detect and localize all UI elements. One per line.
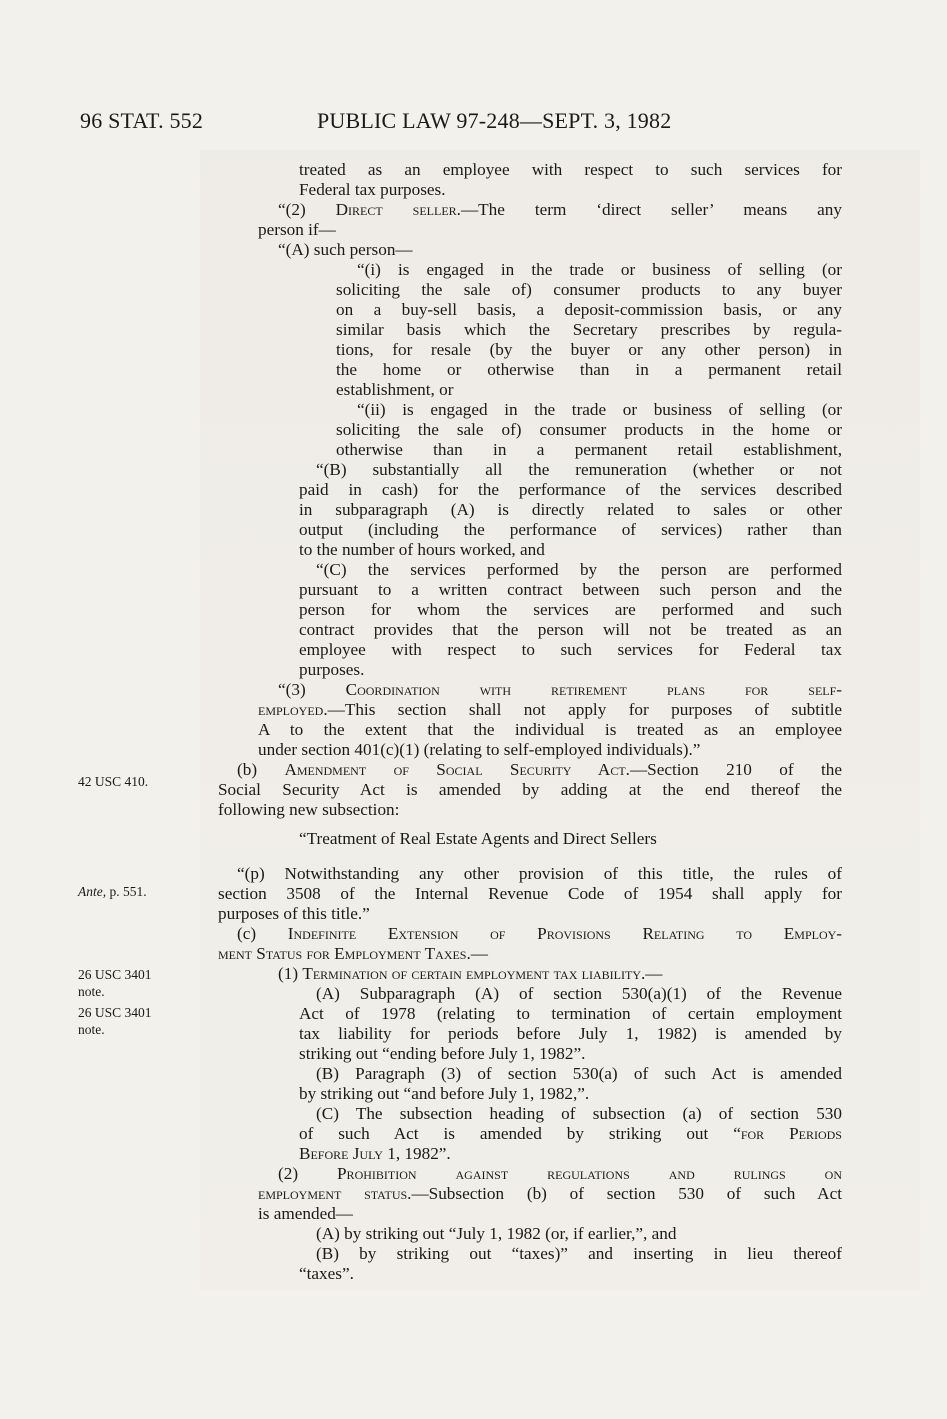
- text-line: paid in cash) for the performance of the services described: [299, 480, 842, 499]
- text-run: “(3): [278, 680, 346, 699]
- text-run: “(2): [278, 200, 336, 219]
- text-line: “(A) such person—: [278, 240, 413, 259]
- text-line: soliciting the sale of) consumer products to any buyer: [336, 280, 842, 299]
- text-line: to the number of hours worked, and: [299, 540, 545, 559]
- text-line: treated as an employee with respect to such services for: [299, 160, 842, 179]
- text-run: .—Section 210 of the: [625, 760, 842, 779]
- text-line: [237, 760, 842, 780]
- margin-note-26-usc-3401-b: 26 USC 3401: [78, 1005, 152, 1020]
- text-line: [299, 1144, 451, 1164]
- text-line: “(i) is engaged in the trade or business of selling (or: [357, 260, 842, 279]
- text-line: (B) Paragraph (3) of section 530(a) of such Act is amended: [316, 1064, 842, 1083]
- text-line: “taxes”.: [299, 1264, 354, 1283]
- text-line: similar basis which the Secretary prescribes by regula-: [336, 320, 842, 339]
- text-run-smallcaps: Termination of certain employment tax liability: [302, 964, 641, 983]
- text-line: the home or otherwise than in a permanent retail: [336, 360, 842, 379]
- text-line: [278, 680, 842, 700]
- text-run-smallcaps: for Periods: [740, 1124, 842, 1143]
- text-run: (c): [237, 924, 288, 943]
- text-line: A to the extent that the individual is treated as an employee: [258, 720, 842, 739]
- text-line: section 3508 of the Internal Revenue Code of 1954 shall apply for: [218, 884, 842, 903]
- text-line: “(B) substantially all the remuneration (whether or not: [316, 460, 842, 479]
- text-run-smallcaps: employed: [258, 700, 324, 719]
- text-run-smallcaps: Indefinite Extension of Provisions Relating to Employ-: [287, 924, 842, 943]
- text-run: .—Subsection (b) of section 530 of such Act: [407, 1184, 842, 1203]
- text-run-smallcaps: Before July: [299, 1144, 383, 1163]
- margin-note-26-usc-3401-a: 26 USC 3401: [78, 967, 152, 982]
- text-line: person for whom the services are performed and such: [299, 600, 842, 619]
- page-stat-number: 96 STAT. 552: [80, 108, 204, 133]
- text-run: (b): [237, 760, 285, 779]
- text-line: output (including the performance of services) rather than: [299, 520, 842, 539]
- text-line: (A) Subparagraph (A) of section 530(a)(1) of the Revenue: [316, 984, 842, 1003]
- text-line: is amended—: [258, 1204, 353, 1223]
- text-line: [278, 1164, 842, 1184]
- margin-note-note-b: note.: [78, 1022, 105, 1037]
- text-line: soliciting the sale of) consumer products in the home or: [336, 420, 842, 439]
- text-line: tions, for resale (by the buyer or any other person) in: [336, 340, 842, 359]
- text-line: employee with respect to such services for Federal tax: [299, 640, 842, 659]
- text-line: Social Security Act is amended by adding at the end thereof the: [218, 780, 842, 799]
- text-line: pursuant to a written contract between such person and the: [299, 580, 842, 599]
- text-run-smallcaps: Prohibition against regulations and rulings on: [337, 1164, 842, 1183]
- running-header: PUBLIC LAW 97-248—SEPT. 3, 1982: [317, 108, 672, 133]
- text-run: .—The term ‘direct seller’ means any: [456, 200, 842, 219]
- text-line: (A) by striking out “July 1, 1982 (or, if earlier,”, and: [316, 1224, 677, 1243]
- text-line: on a buy-sell basis, a deposit-commission basis, or any: [336, 300, 842, 319]
- text-line: [299, 1124, 842, 1144]
- margin-note-42-usc-410: 42 USC 410.: [78, 774, 149, 789]
- text-line: “(C) the services performed by the person are performed: [316, 560, 842, 579]
- text-line: contract provides that the person will not be treated as an: [299, 620, 842, 639]
- text-line: [258, 1184, 842, 1204]
- text-line: otherwise than in a permanent retail establishment,: [336, 440, 842, 459]
- text-line: purposes.: [299, 660, 365, 679]
- text-line: “(ii) is engaged in the trade or business of selling (or: [357, 400, 842, 419]
- text-line: under section 401(c)(1) (relating to self-employed individuals).”: [258, 740, 701, 759]
- margin-note-ante-italic: Ante,: [78, 884, 107, 899]
- margin-note-note-a: note.: [78, 984, 105, 999]
- text-run: .—: [641, 964, 663, 983]
- subsection-heading: “Treatment of Real Estate Agents and Direct Sellers: [299, 829, 657, 848]
- text-run-smallcaps: ment Status for Employment Taxes: [218, 944, 467, 963]
- text-line: establishment, or: [336, 380, 454, 399]
- text-run: (2): [278, 1164, 337, 1183]
- text-run: .—This section shall not apply for purposes of subtitle: [323, 700, 842, 719]
- text-line: in subparagraph (A) is directly related to sales or other: [299, 500, 842, 519]
- text-line: [278, 200, 842, 220]
- text-line: following new subsection:: [218, 800, 400, 819]
- text-run-smallcaps: Amendment of Social Security Act: [284, 760, 626, 779]
- text-run: of such Act is amended by striking out “: [299, 1124, 741, 1143]
- text-line: [237, 924, 842, 944]
- text-line: person if—: [258, 220, 336, 239]
- text-line: (B) by striking out “taxes)” and inserting in lieu thereof: [316, 1244, 842, 1263]
- margin-note-ante-page: p. 551.: [106, 884, 147, 899]
- text-run-smallcaps: employment status: [258, 1184, 408, 1203]
- text-run: 1, 1982”.: [382, 1144, 451, 1163]
- text-line: Act of 1978 (relating to termination of certain employment: [299, 1004, 842, 1023]
- text-run-smallcaps: Coordination with retirement plans for self-: [345, 680, 842, 699]
- text-run-smallcaps: Direct seller: [335, 200, 457, 219]
- text-line: “(p) Notwithstanding any other provision of this title, the rules of: [237, 864, 842, 883]
- text-line: [258, 700, 842, 720]
- text-line: striking out “ending before July 1, 1982”.: [299, 1044, 586, 1063]
- text-run: .—: [466, 944, 488, 963]
- margin-note-ante: [78, 883, 147, 900]
- text-line: purposes of this title.”: [218, 904, 370, 923]
- text-line: tax liability for periods before July 1, 1982) is amended by: [299, 1024, 842, 1043]
- text-line: by striking out “and before July 1, 1982,”.: [299, 1084, 590, 1103]
- text-line: [278, 964, 662, 984]
- text-run: (1): [278, 964, 303, 983]
- text-line: (C) The subsection heading of subsection (a) of section 530: [316, 1104, 842, 1123]
- text-line: Federal tax purposes.: [299, 180, 446, 199]
- text-line: [218, 944, 488, 964]
